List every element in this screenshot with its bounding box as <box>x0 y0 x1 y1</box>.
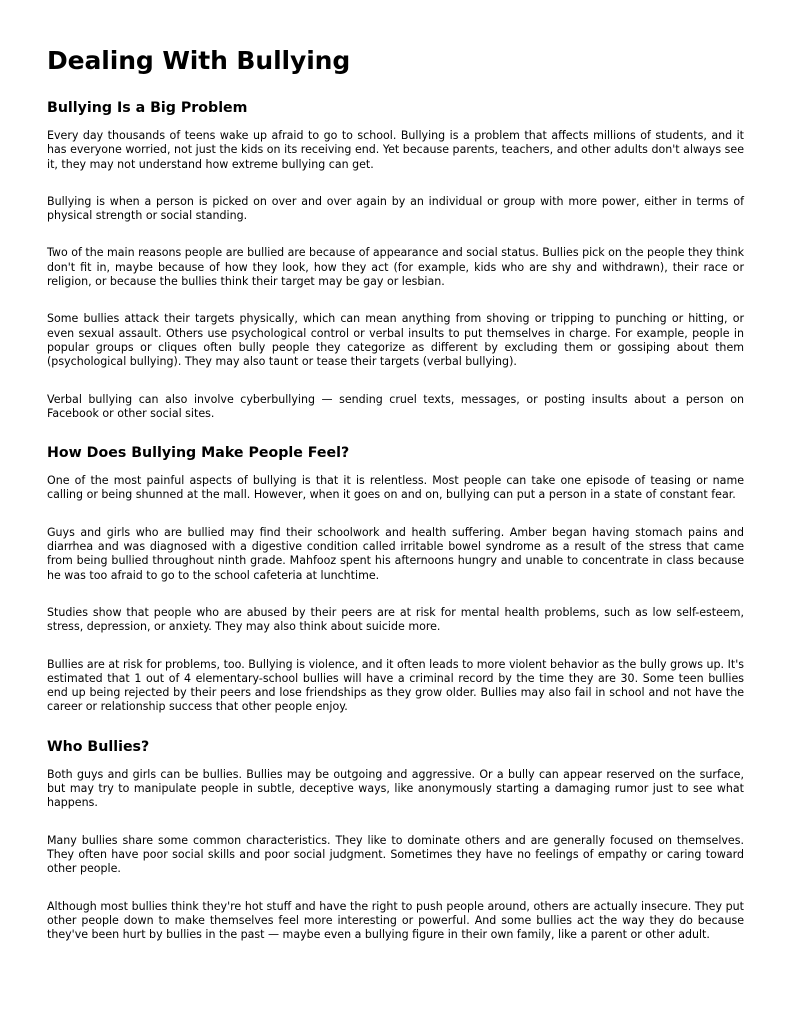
paragraph: One of the most painful aspects of bullying is that it is relentless. Most people can take one episode of teasing or name calling or being shunned at the mall. However, when it goes on and on, bullying can put a person in a state of constant fear. <box>47 474 744 502</box>
paragraph: Two of the main reasons people are bullied are because of appearance and social status. Bullies pick on the people they think don't fit in, maybe because of how they look, how they act (for example, kids who are shy and withdrawn), their race or religion, or because the bullies think their target may be gay or lesbian. <box>47 246 744 289</box>
page-title: Dealing With Bullying <box>47 46 351 75</box>
paragraph: Bullies are at risk for problems, too. Bullying is violence, and it often leads to more violent behavior as the bully grows up. It's estimated that 1 out of 4 elementary-school bullies will have a criminal record by the time they are 30. Some teen bullies end up being rejected by their peers and lose friendships as they grow older. Bullies may also fail in school and not have the career or relationship success that other people enjoy. <box>47 657 744 714</box>
section-heading: Bullying Is a Big Problem <box>47 100 248 116</box>
paragraph: Bullying is when a person is picked on over and over again by an individual or group with more power, either in terms of physical strength or social standing. <box>47 194 744 223</box>
section-heading: Who Bullies? <box>47 738 150 755</box>
paragraph: Although most bullies think they're hot stuff and have the right to push people around, others are actually insecure. They put other people down to make themselves feel more interesting or powerful. And some bullies act the way they do because they've been hurt by bullies in the past — maybe even a bullying figure in their own family, like a parent or other adult. <box>47 899 744 942</box>
section-how-feel <box>47 444 744 715</box>
paragraph: Some bullies attack their targets physically, which can mean anything from shoving or tripping to punching or hitting, or even sexual assault. Others use psychological control or verbal insults to put themselves in charge. For example, people in popular groups or cliques often bully people they categorize as different by excluding them or gossiping about them (psychological bullying). They may also taunt or tease their targets (verbal bullying). <box>47 312 744 369</box>
section-big-problem <box>47 99 744 421</box>
paragraph: Both guys and girls can be bullies. Bullies may be outgoing and aggressive. Or a bully can appear reserved on the surface, but may try to manipulate people in subtle, deceptive ways, like anonymously starting a damaging rumor just to see what happens. <box>47 767 744 810</box>
section-who-bullies <box>47 738 744 943</box>
paragraph: Verbal bullying can also involve cyberbullying — sending cruel texts, messages, or posting insults about a person on Facebook or other social sites. <box>47 392 744 420</box>
section-heading: How Does Bullying Make People Feel? <box>47 445 350 462</box>
paragraph: Every day thousands of teens wake up afraid to go to school. Bullying is a problem that affects millions of students, and it has everyone worried, not just the kids on its receiving end. Yet because parents, teachers, and other adults don't always see it, they may not understand how extreme bullying can get. <box>47 129 744 171</box>
paragraph: Guys and girls who are bullied may find their schoolwork and health suffering. Amber began having stomach pains and diarrhea and was diagnosed with a digestive condition called irritable bowel syndrome as a result of the stress that came from being bullied throughout ninth grade. Mahfooz spent his afternoons hungry and unable to concentrate in class because he was too afraid to go to the school cafeteria at lunchtime. <box>47 525 744 582</box>
paragraph: Many bullies share some common characteristics. They like to dominate others and are generally focused on themselves. They often have poor social skills and poor social judgment. Sometimes they have no feelings of empathy or caring toward other people. <box>47 833 744 876</box>
paragraph: Studies show that people who are abused by their peers are at risk for mental health problems, such as low self-esteem, stress, depression, or anxiety. They may also think about suicide more. <box>47 605 744 634</box>
